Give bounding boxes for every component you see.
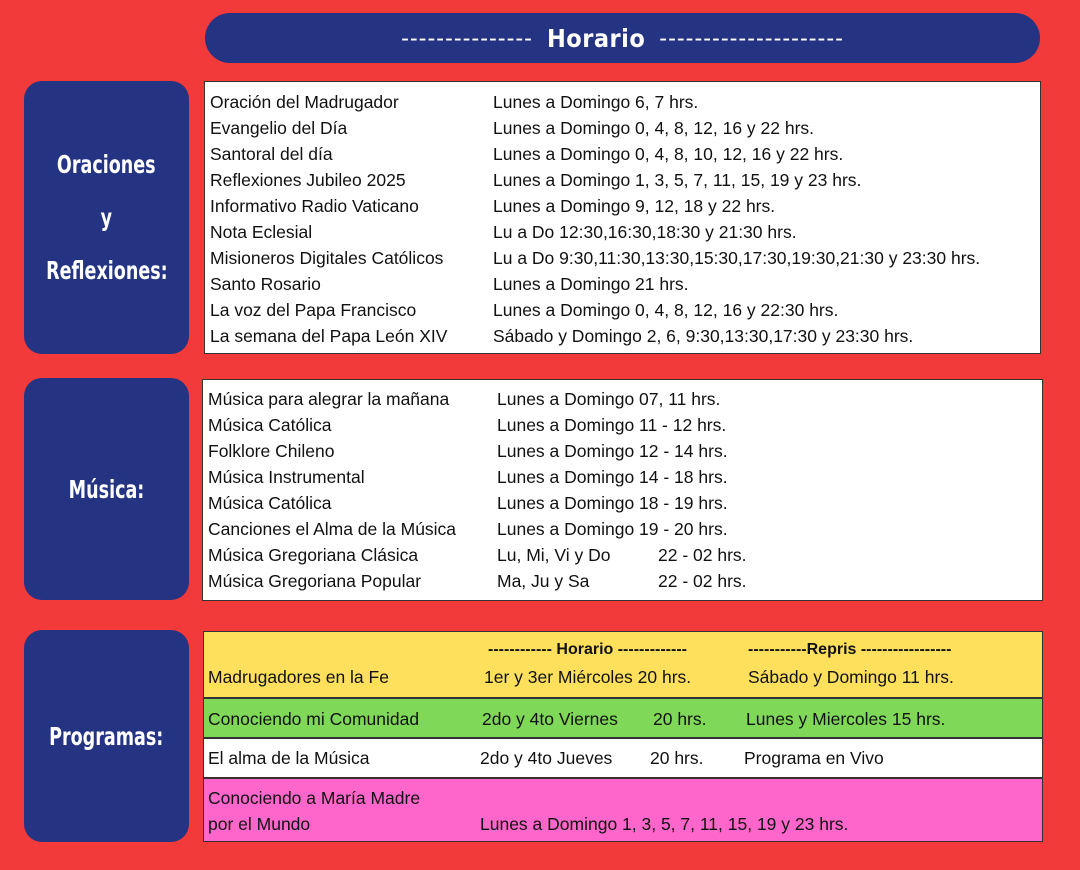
program-repris: Lunes y Miercoles 15 hrs.: [746, 709, 946, 729]
program-name: Música para alegrar la mañana: [208, 389, 450, 409]
program-name: Evangelio del Día: [210, 118, 348, 138]
section-label-programas: [24, 630, 189, 842]
program-time: 20 hrs.: [650, 748, 704, 768]
program-name: El alma de la Música: [208, 748, 370, 768]
program-name: Música Gregoriana Popular: [208, 571, 422, 591]
header-dash-left: ---------------: [401, 24, 533, 52]
music-row: [203, 413, 1042, 439]
program-schedule: Lu a Do 12:30,16:30,18:30 y 21:30 hrs.: [493, 222, 797, 242]
program-name: Madrugadores en la Fe: [208, 667, 389, 687]
column-header-horario: ------------ Horario -------------: [488, 641, 687, 658]
program-schedule: Lunes a Domingo 1, 3, 5, 7, 11, 15, 19 y 23 hrs.: [493, 170, 862, 190]
program-schedule: Lunes a Domingo 0, 4, 8, 12, 16 y 22 hrs.: [493, 118, 815, 138]
program-row-madrugadores: [203, 631, 1043, 698]
program-schedule: Lunes a Domingo 6, 7 hrs.: [493, 92, 699, 112]
program-name: Oración del Madrugador: [210, 92, 399, 112]
oraciones-panel: [204, 81, 1041, 354]
column-header-repris: -----------Repris -----------------: [748, 641, 952, 658]
program-name: Música Gregoriana Clásica: [208, 545, 419, 565]
program-schedule: Lu a Do 9:30,11:30,13:30,15:30,17:30,19:30,21:30 y 23:30 hrs.: [493, 248, 981, 268]
music-row: [203, 491, 1042, 517]
program-schedule: Lunes a Domingo 0, 4, 8, 10, 12, 16 y 22 hrs.: [493, 144, 844, 164]
program-name: Santoral del día: [210, 144, 333, 164]
program-row-alma: [203, 738, 1043, 778]
schedule-row: [205, 168, 1040, 194]
section-label-line: Música:: [68, 474, 145, 504]
music-row: [203, 569, 1042, 595]
section-label-oraciones: [24, 81, 189, 354]
schedule-row: [205, 194, 1040, 220]
program-days: 2do y 4to Viernes: [482, 709, 618, 729]
schedule-row: [205, 90, 1040, 116]
program-repris: Programa en Vivo: [744, 748, 884, 768]
section-label-line: Programas:: [49, 721, 164, 751]
schedule-row: [205, 272, 1040, 298]
schedule-row: [205, 298, 1040, 324]
program-days: Lunes a Domingo 07, 11 hrs.: [497, 389, 721, 409]
program-schedule: Lunes a Domingo 1, 3, 5, 7, 11, 15, 19 y 23 hrs.: [480, 814, 849, 834]
program-name: Nota Eclesial: [210, 222, 313, 242]
program-schedule: Lunes a Domingo 0, 4, 8, 12, 16 y 22:30 hrs.: [493, 300, 839, 320]
section-label-line: y: [100, 203, 113, 232]
program-row-maria: [203, 778, 1043, 842]
program-name-line1: Conociendo a María Madre: [208, 788, 421, 808]
program-name-line2: por el Mundo: [208, 814, 311, 834]
program-time: 22 - 02 hrs.: [658, 545, 747, 565]
schedule-row: [205, 142, 1040, 168]
program-name: Santo Rosario: [210, 274, 321, 294]
schedule-row: [205, 246, 1040, 272]
program-schedule: 1er y 3er Miércoles 20 hrs.: [484, 667, 692, 687]
program-name: Misioneros Digitales Católicos: [210, 248, 444, 268]
header-dash-right: ---------------------: [659, 24, 844, 52]
program-name: La voz del Papa Francisco: [210, 300, 417, 320]
program-days: Lunes a Domingo 12 - 14 hrs.: [497, 441, 728, 461]
music-row: [203, 517, 1042, 543]
program-days: Lu, Mi, Vi y Do: [497, 545, 611, 565]
program-name: Música Católica: [208, 493, 332, 513]
program-days: Lunes a Domingo 18 - 19 hrs.: [497, 493, 728, 513]
program-name: La semana del Papa León XIV: [210, 326, 448, 346]
program-name: Música Instrumental: [208, 467, 365, 487]
program-schedule: Lunes a Domingo 21 hrs.: [493, 274, 689, 294]
program-name: Conociendo mi Comunidad: [208, 709, 420, 729]
program-schedule: Sábado y Domingo 2, 6, 9:30,13:30,17:30 y 23:30 hrs.: [493, 326, 914, 346]
section-label-musica: [24, 378, 189, 600]
music-row: [203, 465, 1042, 491]
program-days: Ma, Ju y Sa: [497, 571, 590, 591]
program-days: Lunes a Domingo 19 - 20 hrs.: [497, 519, 728, 539]
program-time: 22 - 02 hrs.: [658, 571, 747, 591]
program-name: Canciones el Alma de la Música: [208, 519, 457, 539]
program-days: Lunes a Domingo 14 - 18 hrs.: [497, 467, 728, 487]
program-name: Música Católica: [208, 415, 332, 435]
program-name: Informativo Radio Vaticano: [210, 196, 419, 216]
program-name: Reflexiones Jubileo 2025: [210, 170, 406, 190]
schedule-row: [205, 220, 1040, 246]
program-time: 20 hrs.: [653, 709, 707, 729]
program-name: Folklore Chileno: [208, 441, 335, 461]
program-days: Lunes a Domingo 11 - 12 hrs.: [497, 415, 727, 435]
musica-panel: [202, 379, 1043, 601]
music-row: [203, 387, 1042, 413]
music-row: [203, 439, 1042, 465]
schedule-row: [205, 116, 1040, 142]
schedule-row: [205, 324, 1040, 350]
section-label-line: Reflexiones:: [45, 256, 168, 285]
header-title: Horario: [546, 23, 646, 53]
program-repris: Sábado y Domingo 11 hrs.: [748, 667, 954, 687]
section-label-line: Oraciones: [57, 150, 156, 179]
schedule-header: [205, 13, 1040, 63]
program-row-comunidad: [203, 698, 1043, 738]
music-row: [203, 543, 1042, 569]
program-days: 2do y 4to Jueves: [480, 748, 613, 768]
program-schedule: Lunes a Domingo 9, 12, 18 y 22 hrs.: [493, 196, 776, 216]
